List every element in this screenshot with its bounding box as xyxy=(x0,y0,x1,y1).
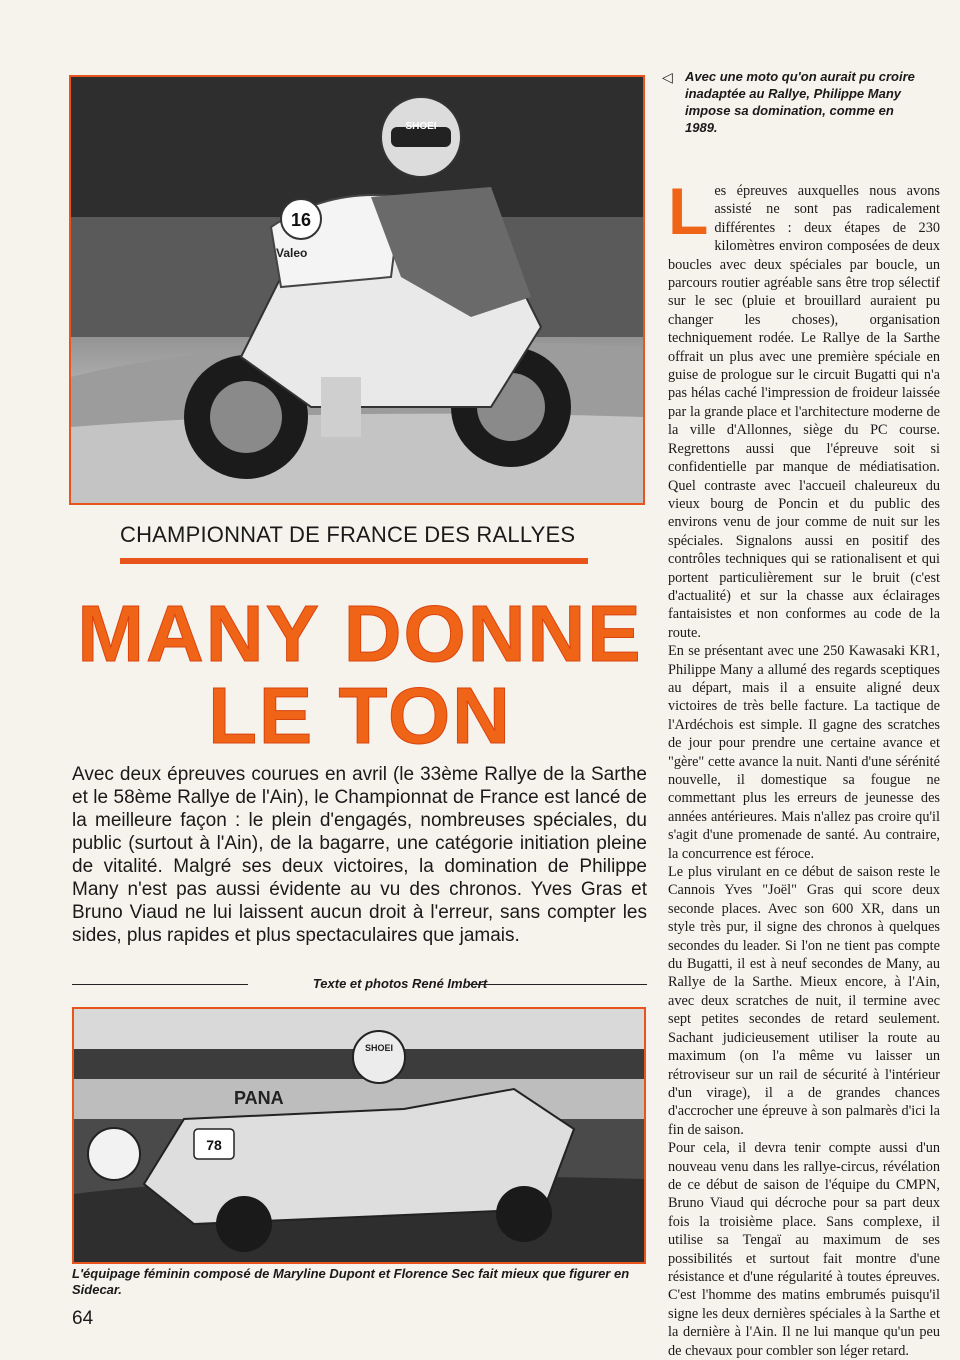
byline-rule-right xyxy=(469,984,647,985)
rider-photo xyxy=(69,75,645,505)
body-paragraph-1-text: es épreuves auxquelles nous avons assisté ne sont pas radicalement différentes : deux étapes de 230 kilomètres environ composées de deux boucles avec deux spéciales par boucle, un parcours routier agréable sans être trop sélectif sur le sec (pluie et brouillard auraient pu changer les choses), organisation techniquement rodée. Le Rallye de la Sarthe offrait un plus avec une première spéciale en guise de prologue sur le circuit Bugatti qui n'a pas hélas caché l'impression de froideur laissée par la grande place et l'architecture moderne de la ville d'Allonnes, siège du PC course. Regrettons aussi que l'épreuve soit si confidentielle par manque de médiatisation. Quel contraste avec l'accueil chaleureux du vieux bourg de Poncin et du public des environs venu de jour comme de nuit sur les spéciales. Signalons aussi en positif des contrôles techniques qui se rationalisent et qui portent particulièrement sur le bruit (c'est d'actualité) et sur la chasse aux éclairages fantaisistes et non conformes au code de la route. xyxy=(668,183,940,641)
drop-cap: L xyxy=(668,174,709,248)
photo-caption-top xyxy=(662,68,922,136)
sidecar-photo xyxy=(72,1007,646,1264)
body-paragraph-2: En se présentant avec une 250 Kawasaki KR1, Philippe Many a allumé des regards sceptiques au départ, mais il a ensuite aligné deux victoires de très belle facture. La tactique de l'Ardéchois est simple. Il gagne des scratches de jour pour prendre une certaine avance et "gère" cette avance la nuit. Nanti d'une sérénité nouvelle, il domestique sa fougue ne commettant plus les erreurs de jeunesse des années antérieures. Mais n'allez pas croire qu'il s'agit d'une promenade de santé. Au contraire, la concurrence est féroce. xyxy=(668,643,940,862)
headline-line-1: MANY DONNE xyxy=(77,589,643,678)
byline-text: Texte et photos René Imbert xyxy=(312,976,488,991)
lead-paragraph: Avec deux épreuves courues en avril (le 33ème Rallye de la Sarthe et le 58ème Rallye de l'Ain), le Championnat de France est lancé de la meilleure façon : le plein d'engagés, nombreuses spéciales, du public (surtout à l'Ain), de la bagarre, une catégorie initiation pleine de vitalité. Malgré ses deux victoires, la domination de Philippe Many n'est pas aussi évidente au vu des chronos. Yves Gras et Bruno Viaud ne lui laissent aucun droit à l'erreur, sans compter les sides, plus rapides et plus spectaculaires que jamais. xyxy=(72,764,647,946)
body-paragraph-3: Le plus virulant en ce début de saison reste le Cannois Yves "Joël" Gras qui score deux seconde places. Avec son 600 XR, dans un style très pur, il signe des chronos à quelques secondes du leader. Si l'on ne tient pas compte du Bugatti, il est à neuf secondes de Many, au Rallye de la Sarthe. Mieux encore, à l'Ain, avec deux scratches de nuit, il termine avec sept petites secondes de retard seulement. Sachant judicieusement utiliser la route au maximum (on l'a même vu laisser un rétroviseur sur un rail de sécurité à l'intérieur d'un virage), il a de grandes chances d'accrocher une épreuve à son palmarès d'ici la fin de saison. xyxy=(668,864,940,1138)
article-body xyxy=(668,174,940,1360)
caption-marker-icon: ◁ xyxy=(662,69,673,85)
body-paragraph-4: Pour cela, il devra tenir compte aussi d'un nouveau venu dans les rallye-circus, révélation de ce début de saison de l'équipe du CMPN, Bruno Viaud qui décroche pour sa part deux fois la troisième place. Sans complexe, il utilise sa Tengaï au maximum de ses possibilités et surtout fait montre d'une résistance et d'une régularité à toutes épreuves. C'est l'homme des matins embrumés puisqu'il signe les deux dernières spéciales à la Sarthe et la dernière à l'Ain. Il ne lui manque qu'un peu de chevaux pour combler son léger retard. xyxy=(668,1140,940,1359)
photo-bottom-helmet: SHOEI xyxy=(364,1043,394,1053)
sidecar-illustration xyxy=(74,1009,644,1262)
motorcycle-illustration xyxy=(71,77,643,503)
byline xyxy=(72,973,647,995)
photo-top-plate: 16 xyxy=(290,210,312,230)
photo-bottom-plate: 78 xyxy=(206,1137,222,1153)
page-number: 64 xyxy=(72,1308,94,1329)
body-paragraph-1 xyxy=(668,174,940,642)
photo-top-helmet: SHOEI xyxy=(405,121,437,132)
section-kicker: CHAMPIONNAT DE FRANCE DES RALLYES xyxy=(120,522,576,547)
headline-line-2: LE TON xyxy=(208,671,512,760)
photo-bottom-fairing: PANA xyxy=(234,1088,284,1108)
kicker-underline xyxy=(120,558,588,564)
caption-top-text: Avec une moto qu'on aurait pu croire inadaptée au Rallye, Philippe Many impose sa domination, comme en 1989. xyxy=(685,69,915,135)
photo-top-sponsor: Valeo xyxy=(276,246,308,260)
byline-rule-left xyxy=(72,984,248,985)
photo-caption-bottom: L'équipage féminin composé de Maryline Dupont et Florence Sec fait mieux que figurer en Sidecar. xyxy=(72,1266,630,1297)
